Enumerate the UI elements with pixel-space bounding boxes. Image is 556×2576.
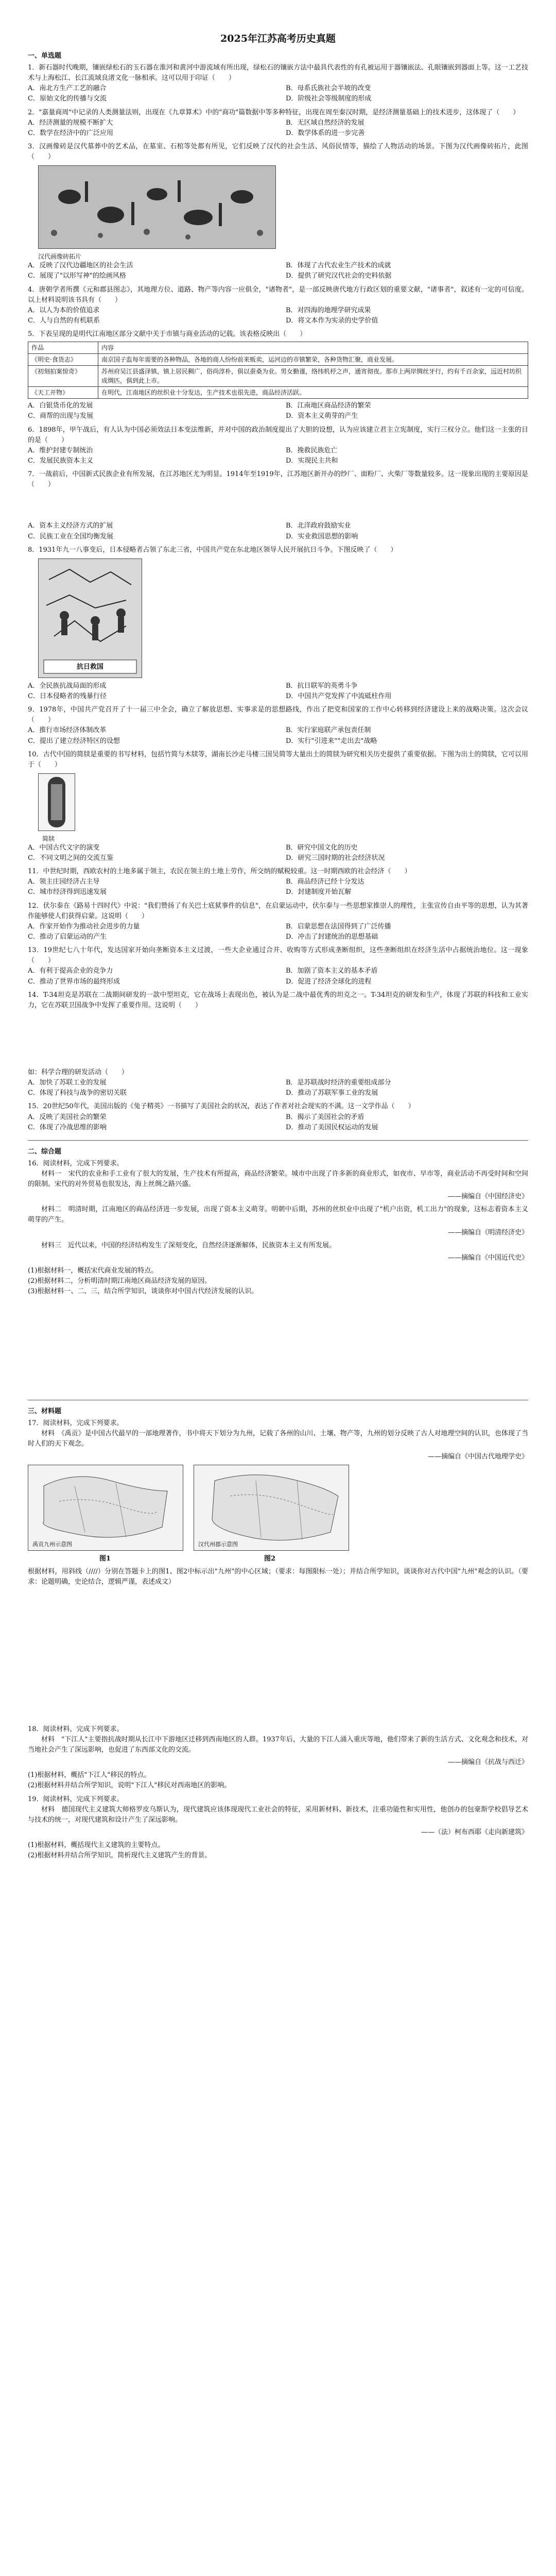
question-16	[28, 1159, 528, 1297]
woodcut-caption: 抗日救国	[76, 663, 103, 671]
option-b: B．体现了古代农业生产技术的成就	[286, 262, 391, 270]
option-b: B．商品经济已经十分发达	[286, 878, 364, 886]
requirement: (2)根据材料并结合所学知识，说明"下江人"移民对西南地区的影响。	[28, 1782, 231, 1790]
table-cell: 苏州府吴江县盛泽镇，镇上居民稠广，俗尚淳朴，俱以蚕桑为业。男女勤谨，络纬机杼之声，通宵彻夜。那市上两岸绸丝牙行，约有千百余家，远近村坊织成绸匹，俱到此上市。	[98, 366, 528, 387]
figure-caption: 图1	[99, 1554, 111, 1563]
option-b: B．抗日联军的英勇斗争	[286, 682, 358, 690]
requirement: (1)根据材料一，概括宋代商业发展的特点。	[28, 1266, 158, 1275]
option-b: B．揭示了美国社会的矛盾	[286, 1113, 364, 1121]
option-b: B．加剧了资本主义的基本矛盾	[286, 967, 378, 975]
han-brick-rubbing-image	[38, 165, 276, 249]
requirement: (3)根据材料一、二、三，结合所学知识，谈谈你对中国古代经济发展的认识。	[28, 1287, 258, 1295]
section-heading: 二、综合题	[28, 1147, 62, 1156]
option-a: A．作家开始作为推动社会进步的力量	[28, 922, 140, 930]
requirement: (2)根据材料并结合所学知识，简析现代主义建筑产生的背景。	[28, 1852, 212, 1860]
question-6	[28, 425, 528, 467]
option-d: D．实行"引进来""走出去"战略	[286, 737, 377, 745]
map-figures	[28, 1465, 528, 1551]
figure-caption: 图2	[264, 1554, 276, 1563]
option-c: C．日本侵略者的残暴行径	[28, 692, 107, 700]
figure-caption: 简牍	[42, 835, 55, 842]
material-source: ——摘编自《中国经济史》	[447, 1193, 528, 1201]
divider	[28, 1140, 528, 1141]
option-b: B．江南地区商品经济的繁荣	[286, 402, 371, 410]
question-18	[28, 1724, 528, 1791]
option-a: A．全民族抗战局面的形成	[28, 682, 107, 690]
map-illustration	[194, 1465, 349, 1550]
section-heading: 三、材料题	[28, 1408, 62, 1416]
option-a: A．有利于提高企业的竞争力	[28, 967, 113, 975]
table-row	[28, 354, 528, 366]
option-d: D．推动了美国民权运动的发展	[286, 1123, 378, 1131]
material-source: ——摘编自《抗战与西迁》	[447, 1758, 528, 1767]
option-a: A．资本主义经济方式的扩展	[28, 522, 113, 530]
bamboo-slip-image	[38, 773, 75, 831]
map-label: 汉代州郡示意图	[198, 1540, 238, 1548]
option-d: D．资本主义萌芽的产生	[286, 412, 358, 420]
woodcut-illustration	[39, 559, 142, 677]
option-b: B．启蒙思想在法国得到了广泛传播	[286, 922, 391, 930]
material-text: 材料 《禹贡》是中国古代最早的一部地理著作，书中将天下划分为九州，记载了各州的山川、土壤、物产等，九州的划分反映了古人对地理空间的认识，也体现了当时人们的天下观念。	[28, 1430, 528, 1448]
material-text: 材料一 宋代的农业和手工业有了很大的发展，生产技术有所提高，商品经济繁荣。城市中出现了许多新的商业形式，如夜市、早市等，商业活动不再受时间和空间的限制。宋代的对外贸易也很发达，海上丝绸之路兴盛。	[28, 1170, 528, 1189]
question-stem: 11．中世纪时期，西欧农村的土地多属于领主，农民在领主的土地上劳作，所交纳的赋税较重。这一时期西欧的社会经济（ ）	[28, 868, 411, 876]
option-c: C．城市经济得到迅速发展	[28, 888, 107, 896]
material-source: ——摘编自《明清经济史》	[447, 1228, 528, 1236]
question-4	[28, 285, 528, 327]
question-lead: 16．阅读材料，完成下列要求。	[28, 1159, 124, 1167]
question-stem: 15．20世纪50年代，美国出版的《兔子精英》一书描写了美国社会的状况，表达了作者对社会现实的不满。这一文学作品（ ）	[28, 1103, 415, 1111]
question-9	[28, 705, 528, 747]
question-7	[28, 469, 528, 542]
question-stem: 4．唐朝学者所撰《元和郡县图志》，其地理方位、道路、物产等内容一应俱全，"诸物者"，是一部反映唐代地方行政区划的重要文献，"诸事者"，叙述有一定的可信度。以上材料说明该书具有（ ）	[28, 285, 528, 304]
map-label: 禹贡九州示意图	[32, 1540, 72, 1548]
option-c: C．体现了冷战思维的影响	[28, 1123, 107, 1131]
option-d: D．封建制度开始瓦解	[286, 888, 352, 896]
requirement: (1)根据材料，概括"下江人"移民的特点。	[28, 1771, 151, 1780]
option-d: D．实业救国思想的影响	[286, 532, 358, 540]
option-b: B．是苏联战时经济的重要组成部分	[286, 1079, 391, 1087]
option-d: D．促进了经济全球化的进程	[286, 977, 372, 986]
option-b: B．对四海的地理学研究成果	[286, 306, 371, 314]
option-d: D．阶级社会等级制度的形成	[286, 95, 372, 103]
question-stem: 1．新石器时代晚期，镶嵌绿松石的玉石器在淮河和黄河中游流域有所出现，绿松石的镶嵌方法中最具代表性的有孔被运用于器镶嵌法、孔眼镶嵌到器面上等。这一工艺技术与上海松江、长江流域良渚文化一脉相承。这可以用于印证（ ）	[28, 64, 528, 82]
option-c: C．体现了科技与战争的密切关联	[28, 1089, 127, 1097]
question-stem: 7．一战前后，中国新式民族企业有所发展，在江苏地区尤为明显。1914年至1919年，江苏地区新开办的纱厂、面粉厂、火柴厂等数量较多。这一现象出现的主要原因是（ ）	[28, 470, 528, 489]
question-11	[28, 867, 528, 897]
map-illustration	[28, 1465, 183, 1550]
material-source: ——摘编自《中国近代史》	[447, 1253, 528, 1262]
material-text: 材料二 明清时期，江南地区的商品经济进一步发展，出现了资本主义萌芽。明朝中后期，苏州的丝织业中出现了"机户出资，机工出力"的现象，这标志着资本主义萌芽的产生。	[28, 1206, 528, 1224]
option-c: C．推动了世界市场的最终形成	[28, 977, 120, 986]
question-stem: 14．T-34坦克是苏联在二战期间研发的一款中型坦克，它在战场上表现出色，被认为是二战中最优秀的坦克之一。T-34坦克的研发和生产，体现了苏联的科技和工业实力，它在苏联卫国战争中发挥了重要作用。这说明（ ）	[28, 991, 528, 1009]
option-b: B．实行家庭联产承包责任制	[286, 726, 371, 735]
question-stem: 3．汉画像砖是汉代墓葬中的艺术品，在墓室、石棺等处都有所见，它们反映了汉代的社会生活、风俗民情等，描绘了人物活动的场景。下图为汉代画像砖拓片，此图（ ）	[28, 142, 528, 161]
bamboo-slip-illustration	[39, 774, 75, 831]
table-cell: 《明史·食货志》	[28, 354, 98, 366]
figure-caption: 汉代画像砖拓片	[38, 253, 82, 261]
rubbing-illustration	[39, 166, 275, 248]
option-a: A．经济测量的规模不断扩大	[28, 118, 113, 127]
table-header-row	[28, 342, 528, 354]
question-stem: 10．古代中国的简牍是重要的书写材料，包括竹简与木牍等，湖南长沙走马楼三国吴简等大量出土的简牍为研究相关历史提供了重要依据。下图为出土的简牍，它可以用于（ ）	[28, 750, 528, 769]
table-cell: 《天工开物》	[28, 387, 98, 399]
question-stem: 9．1978年，中国共产党召开了十一届三中全会，确立了解放思想、实事求是的思想路线，作出了把党和国家的工作中心转移到经济建设上来的战略决策。这次会议（ ）	[28, 706, 528, 724]
option-c: C．发展民族资本主义	[28, 456, 93, 465]
option-d: D．冲击了封建统治的思想基础	[286, 933, 378, 941]
question-lead: 17．阅读材料，完成下列要求。	[28, 1419, 124, 1428]
option-a: A．维护封建专制统治	[28, 446, 93, 454]
option-a: A．中国古代文字的演变	[28, 843, 100, 852]
table-cell: 在明代，江南地区的丝织业十分发达，生产技术也很先进，商品经济活跃。	[98, 387, 528, 399]
woodcut-image	[38, 558, 142, 678]
question-stem: 5．下表呈现的是明代江南地区部分文献中关于市镇与商业活动的记载。该表格反映出（ ）	[28, 330, 307, 338]
question-lead: 18．阅读材料，完成下列要求。	[28, 1725, 124, 1733]
question-14	[28, 990, 528, 1099]
option-a: A．反映了汉代边疆地区的社会生活	[28, 262, 133, 270]
question-lead: 19．阅读材料，完成下列要求。	[28, 1795, 124, 1803]
material-source: ——摘编自《中国古代地理学史》	[427, 1452, 528, 1461]
question-13	[28, 945, 528, 987]
option-d: D．提供了研究汉代社会的史料依据	[286, 272, 392, 280]
question-1	[28, 63, 528, 105]
material-source: ——（法）柯布西耶《走向新建筑》	[421, 1828, 528, 1836]
map-figure-2	[194, 1465, 349, 1551]
option-c: C．民族工业在全国均衡发展	[28, 532, 113, 540]
table-cell: 南京国子监每年需要的各种物品，各地的商人纷纷前来贩卖，运河边的市镇繁荣，各种货物汇聚，商业发展。	[98, 354, 528, 366]
option-c: C．原始文化的传播与交流	[28, 95, 107, 103]
option-c: C．人与自然的有机联系	[28, 316, 100, 325]
table-row	[28, 387, 528, 399]
material-text: 材料 "下江人"主要指抗战时期从长江中下游地区迁移到西南地区的人群。1937年后，大量的下江人涌入重庆等地，他们带来了新的生活方式、文化观念和技术，对当地社会产生了深远影响，也促进了东西部文化的交流。	[28, 1735, 528, 1754]
question-2	[28, 108, 528, 139]
map-captions	[28, 1553, 528, 1563]
question-19	[28, 1794, 528, 1861]
option-d: D．将文本作为实录的史学价值	[286, 316, 378, 325]
option-d: D．研究三国时期的社会经济状况	[286, 854, 385, 862]
table-row	[28, 366, 528, 387]
option-b: B．无区域自然经济的发展	[286, 118, 364, 127]
question-stem: 8．1931年九一八事变后，日本侵略者占领了东北三省，中国共产党在东北地区领导人民开展抗日斗争。下图反映了（ ）	[28, 546, 397, 554]
option-a: A．领主庄园经济占主导	[28, 878, 100, 886]
table-header: 作品	[28, 342, 98, 354]
option-c: C．推动了启蒙运动的产生	[28, 933, 107, 941]
table-header: 内容	[98, 342, 528, 354]
option-b: B．北洋政府鼓励实业	[286, 522, 351, 530]
question-stem: 13．19世纪七八十年代，发达国家开始向垄断资本主义过渡，一些大企业通过合并、收购等方式形成垄断组织，这些垄断组织在经济生活中占据统治地位。这一现象（ ）	[28, 946, 528, 965]
question-17	[28, 1418, 528, 1587]
material-text: 材料 德国现代主义建筑大师格罗皮乌斯认为，现代建筑应该体现现代工业社会的特征，采用新材料、新技术，注重功能性和实用性，他创办的包豪斯学校倡导艺术与技术的统一，对现代建筑和设计产生了深远影响。	[28, 1805, 528, 1824]
option-d: D．数学体系的进一步完善	[286, 129, 365, 137]
works-table	[28, 342, 528, 399]
question-3	[28, 142, 528, 282]
option-a: A．南北方生产工艺的融合	[28, 84, 107, 93]
option-d: D．中国共产党发挥了中流砥柱作用	[286, 692, 392, 700]
option-a: A．加快了苏联工业的发展	[28, 1079, 107, 1087]
option-c: C．不同文明之间的交流互鉴	[28, 854, 113, 862]
option-c: C．提出了建立经济特区的设想	[28, 737, 120, 745]
option-c: C．数学在经济中的广泛应用	[28, 129, 113, 137]
question-stem: 6．1898年，甲午战后，有人认为中国必须效法日本变法维新，并对中国的政治制度提出了大胆的设想，认为应该建立君主立宪制度，实行三权分立。他们这一主张的目的是（ ）	[28, 426, 528, 444]
requirement: (2)根据材料二，分析明清时期江南地区商品经济发展的原因。	[28, 1277, 212, 1285]
question-10	[28, 750, 528, 864]
material-text: 材料三 近代以来，中国的经济结构发生了深刻变化，自然经济逐渐解体，民族资本主义有所发展。	[41, 1241, 336, 1249]
option-b: B．研究中国文化的历史	[286, 843, 358, 852]
option-c: C．商帮的出现与发展	[28, 412, 93, 420]
map-figure-1	[28, 1465, 183, 1551]
option-c: C．展现了"以形写神"的绘画风格	[28, 272, 126, 280]
option-b: B．母系氏族社会半坡的改变	[286, 84, 371, 93]
option-a: A．以人为本的价值追求	[28, 306, 100, 314]
question-8	[28, 545, 528, 702]
question-15	[28, 1101, 528, 1132]
question-5	[28, 329, 528, 421]
section-heading: 一、单选题	[28, 52, 62, 60]
option-d: D．实现民主共和	[286, 456, 338, 465]
page-title: 2025年江苏高考历史真题	[220, 33, 336, 44]
table-cell: 《初刻拍案惊奇》	[28, 366, 98, 387]
question-12	[28, 901, 528, 943]
option-d: D．推动了苏联军事工业的发展	[286, 1089, 378, 1097]
task-text: 根据材料，用斜线（////）分别在答题卡上的图1、图2中标示出"九州"的中心区域；（要求：每图限标一处）；并结合所学知识，谈谈你对古代中国"九州"观念的认识。（要求：论题明确，史论结合，逻辑严谨，表述成文）	[28, 1567, 528, 1586]
question-tail: 如：科学合理的研发活动（ ）	[28, 1069, 129, 1077]
option-a: A．反映了美国社会的繁荣	[28, 1113, 107, 1121]
option-a: A．推行市场经济体制改革	[28, 726, 107, 735]
requirement: (1)根据材料，概括现代主义建筑的主要特点。	[28, 1841, 165, 1849]
question-stem: 2．"嘉量商周"中记录的人类测量法则，出现在《九章算术》中的"商功"篇数据中等多种特征，出现在周至秦汉时期，是经济测量基础上的技术进步，这体现了（ ）	[28, 108, 520, 116]
option-b: B．挽救民族危亡	[286, 446, 338, 454]
option-a: A．白银货币化的发展	[28, 402, 93, 410]
question-stem: 12．伏尔泰在《路易十四时代》中说："我们赞扬了有关巴士底狱事件的信息"，在启蒙运动中，伏尔泰与一些思想家推崇人的理性，主张宣传自由平等的思想，认为其著作能够使人们获得启蒙。这说明（ ）	[28, 902, 528, 920]
